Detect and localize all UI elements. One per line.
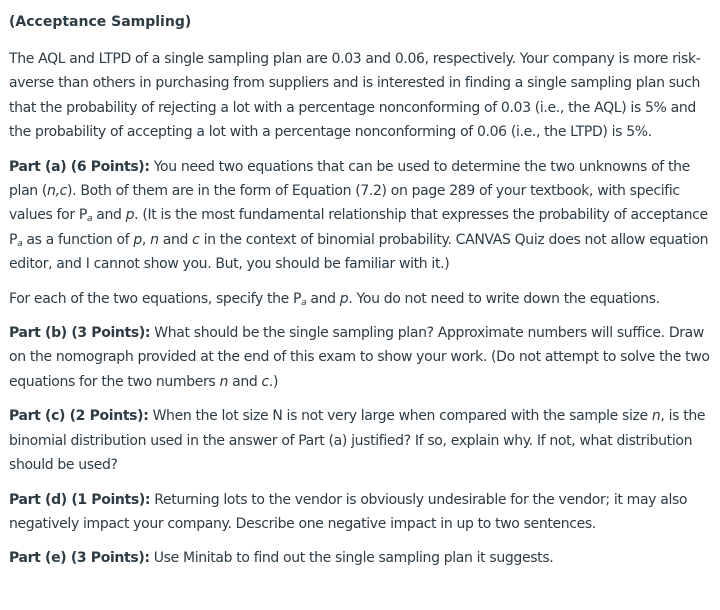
part-c-paragraph — [9, 404, 711, 477]
part-a-text: and — [92, 207, 126, 224]
part-a-text: . (It is the most fundamental relationship that expresses the probability of acceptance — [134, 207, 708, 224]
specify-paragraph — [9, 287, 711, 311]
question-title: (Acceptance Sampling) — [9, 14, 192, 30]
part-a-text: and — [158, 231, 193, 248]
part-a-text: as a function of — [22, 231, 134, 248]
part-e-text: Use Minitab to find out the single sampling plan it suggests. — [149, 550, 554, 567]
c-symbol: c — [261, 373, 269, 390]
part-b-text: .) — [268, 373, 279, 390]
part-d-paragraph — [9, 488, 711, 537]
nc-symbol: n,c — [47, 183, 68, 200]
part-b-paragraph — [9, 321, 711, 394]
n-symbol: n — [219, 373, 229, 390]
specify-text: and — [306, 290, 340, 307]
pa-symbol: $P_a$ — [293, 290, 307, 308]
p-symbol: p — [133, 231, 142, 248]
pa-symbol: $P_a$ — [78, 207, 93, 225]
part-d-label: Part (d) (1 Points): — [9, 491, 151, 508]
part-a-text: You need two equations that can be used to determine the two unknowns of the plan ( — [9, 158, 690, 200]
part-b-text: What should be the single sampling plan? Approximate numbers will suffice. Draw on the nomograph provided at the end of this exam to show your work. (Do not attempt to solve the two equations for the two numbers — [9, 325, 710, 390]
part-a-paragraph — [9, 155, 711, 277]
specify-text: . You do not need to write down the equations. — [348, 290, 660, 307]
specify-text: For each of the two equations, specify the — [9, 290, 294, 307]
n-symbol: n — [150, 231, 159, 248]
separator: , — [141, 231, 151, 248]
part-e-label: Part (e) (3 Points): — [9, 550, 150, 567]
part-e-paragraph — [9, 546, 711, 570]
part-c-text: , is the binomial distribution used in the answer of Part (a) justified? If so, explain why. If not, what distribution should be used? — [9, 408, 706, 474]
part-b-label: Part (b) (3 Points): — [9, 325, 151, 342]
c-symbol: c — [192, 231, 200, 248]
part-c-label: Part (c) (2 Points): — [9, 408, 149, 425]
part-a-text: in the context of binomial probability. CANVAS Quiz does not allow equation editor, and I cannot show you. But, you should be familiar with it.) — [9, 231, 709, 273]
p-symbol: p — [339, 290, 349, 307]
pa-symbol: $P_a$ — [9, 231, 23, 249]
part-d-text: Returning lots to the vendor is obviously undesirable for the vendor; it may also negatively impact your company. Describe one negative impact in up to two sentences. — [9, 491, 688, 532]
p-symbol: p — [125, 207, 135, 224]
part-a-text: ). Both of them are in the form of Equation (7.2) on page 289 of your textbook, with specific values for — [9, 183, 680, 224]
part-c-text: When the lot size N is not very large when compared with the sample size — [148, 408, 652, 425]
part-a-label: Part (a) (6 Points): — [9, 158, 150, 175]
intro-paragraph: The AQL and LTPD of a single sampling plan are 0.03 and 0.06, respectively. Your company is more risk-averse than others in purchasing from suppliers and is interested in finding a single sampling plan such that the probability of rejecting a lot with a percentage nonconforming of 0.03 (i.e., the AQL) is 5% and the probability of accepting a lot with a percentage nonconforming of 0.06 (i.e., the LTPD) is 5%. — [9, 51, 701, 141]
n-symbol: n — [651, 408, 661, 425]
part-b-text: and — [228, 373, 262, 390]
